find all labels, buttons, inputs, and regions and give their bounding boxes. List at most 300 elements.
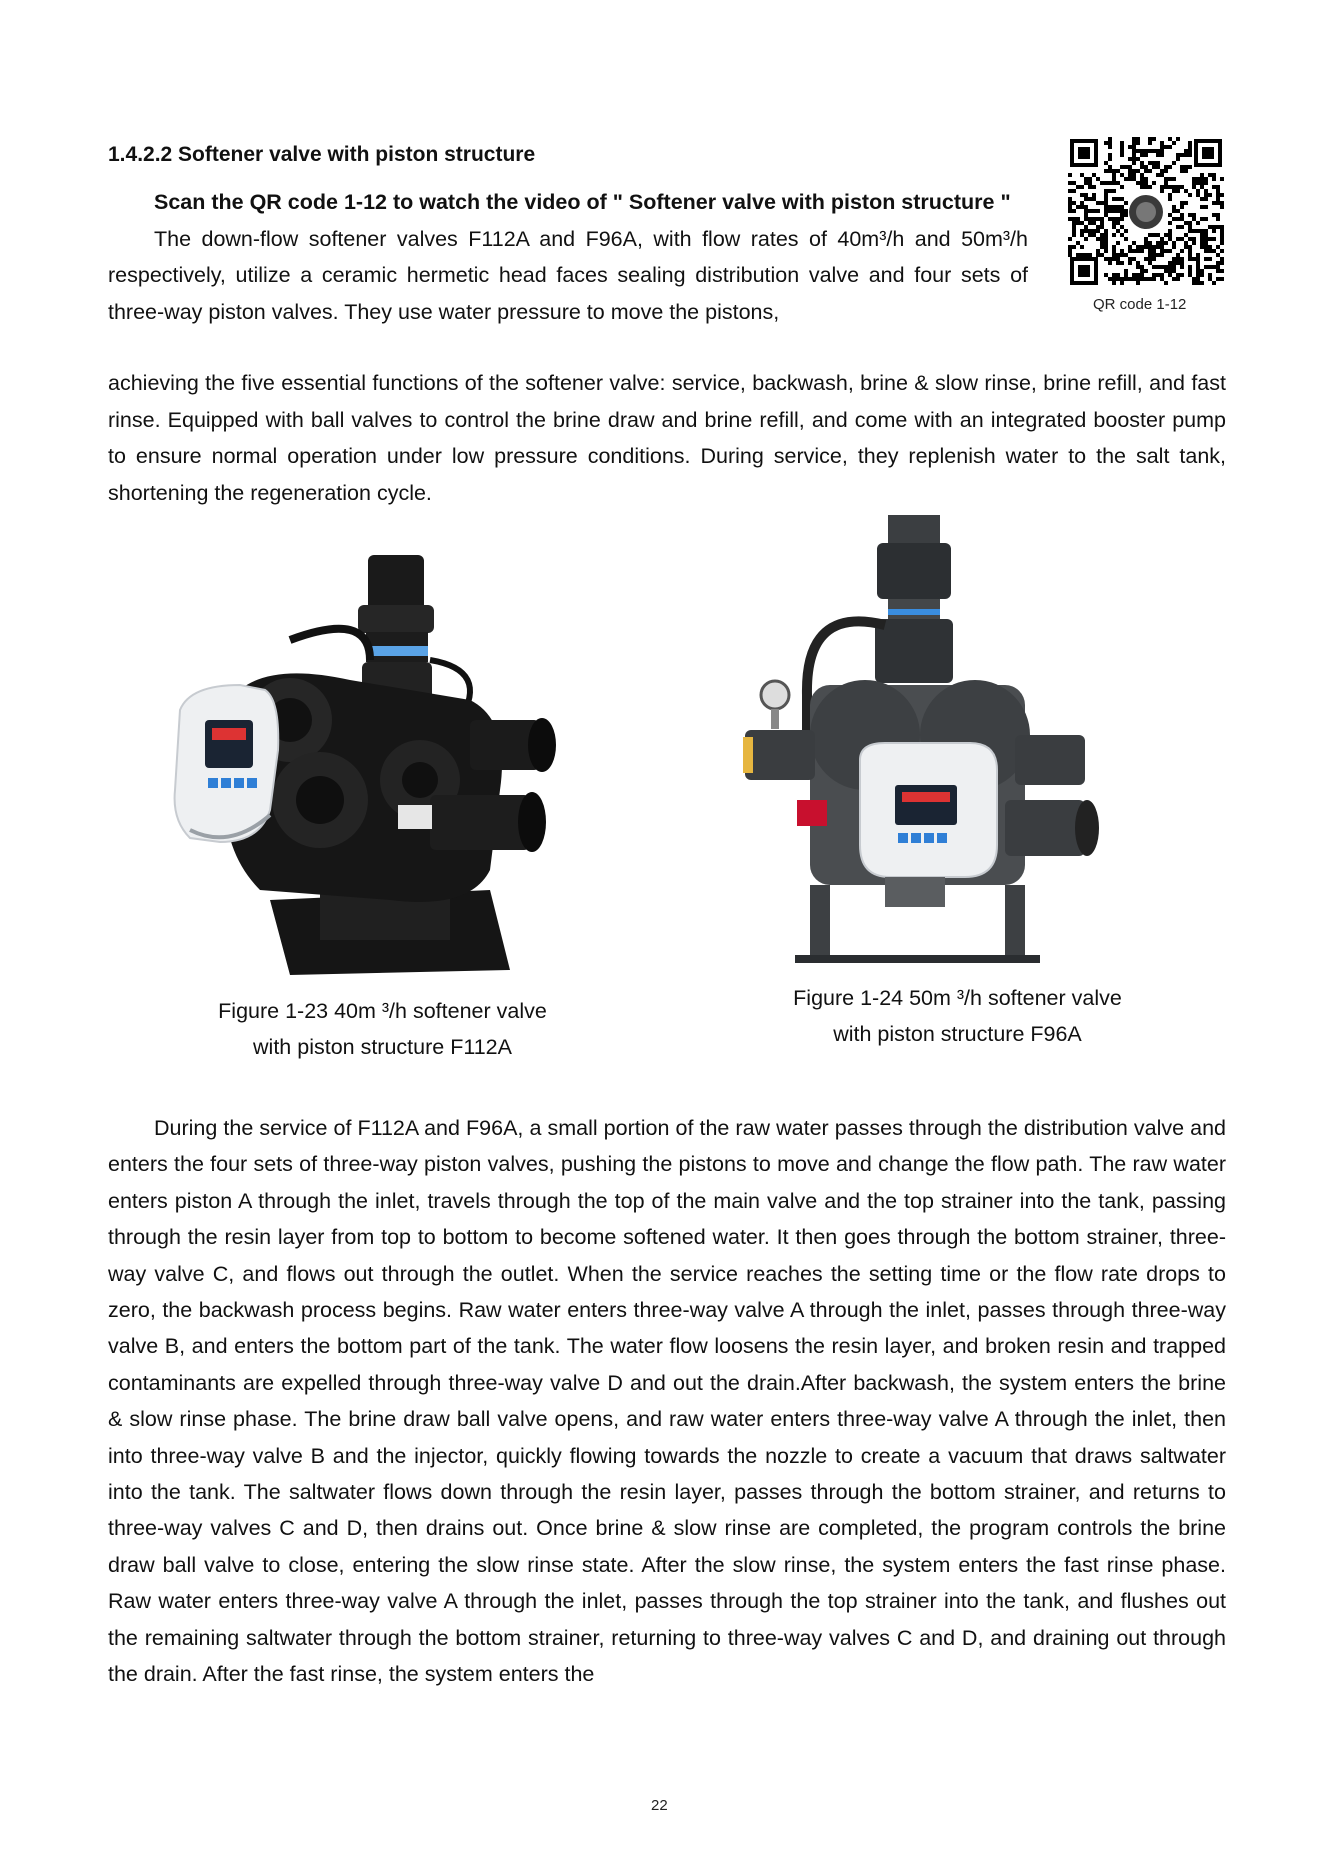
qr-module — [1096, 237, 1100, 241]
qr-module — [1152, 181, 1156, 185]
qr-module — [1100, 181, 1104, 185]
qr-module — [1168, 165, 1172, 169]
qr-module — [1160, 241, 1164, 245]
qr-module — [1140, 153, 1144, 157]
qr-module — [1220, 177, 1224, 181]
qr-module — [1184, 153, 1188, 157]
qr-module — [1196, 277, 1200, 281]
qr-module — [1136, 169, 1140, 173]
qr-module — [1132, 277, 1136, 281]
qr-module — [1160, 253, 1164, 257]
qr-module — [1120, 217, 1124, 221]
qr-module — [1216, 189, 1220, 193]
qr-module — [1180, 185, 1184, 189]
qr-module — [1116, 241, 1120, 245]
qr-module — [1176, 261, 1180, 265]
qr-module — [1084, 177, 1088, 181]
qr-module — [1104, 209, 1108, 213]
qr-module — [1132, 161, 1136, 165]
qr-module — [1108, 157, 1112, 161]
qr-module — [1072, 201, 1076, 205]
qr-module — [1144, 149, 1148, 153]
qr-module — [1204, 205, 1208, 209]
qr-module — [1160, 173, 1164, 177]
qr-module — [1168, 233, 1172, 237]
qr-module — [1080, 233, 1084, 237]
qr-module — [1084, 213, 1088, 217]
qr-module — [1100, 253, 1104, 257]
qr-module — [1200, 181, 1204, 185]
qr-module — [1112, 245, 1116, 249]
qr-module — [1164, 265, 1168, 269]
qr-module — [1120, 153, 1124, 157]
qr-module — [1204, 229, 1208, 233]
qr-module — [1068, 181, 1072, 185]
qr-module — [1132, 145, 1136, 149]
qr-module — [1112, 281, 1116, 285]
qr-module — [1072, 217, 1076, 221]
qr-module — [1104, 141, 1108, 145]
qr-module — [1160, 249, 1164, 253]
qr-module — [1184, 233, 1188, 237]
qr-module — [1196, 265, 1200, 269]
qr-module — [1200, 173, 1204, 177]
qr-module — [1168, 137, 1172, 141]
qr-module — [1116, 261, 1120, 265]
qr-module — [1188, 273, 1192, 277]
qr-module — [1108, 189, 1112, 193]
qr-module — [1144, 245, 1148, 249]
qr-module — [1076, 241, 1080, 245]
qr-module — [1140, 265, 1144, 269]
softener-valve-f112a-icon — [170, 550, 570, 980]
qr-module — [1212, 173, 1216, 177]
qr-module — [1072, 245, 1076, 249]
qr-module — [1172, 177, 1176, 181]
qr-module — [1128, 165, 1132, 169]
figure-1-23-caption-line1: Figure 1-23 40m ³/h softener valve — [218, 999, 547, 1023]
page-number: 22 — [651, 1797, 668, 1814]
qr-module — [1068, 173, 1072, 177]
qr-module — [1128, 173, 1132, 177]
qr-module — [1140, 277, 1144, 281]
qr-module — [1196, 177, 1200, 181]
qr-module — [1104, 237, 1108, 241]
qr-module — [1176, 157, 1180, 161]
qr-module — [1136, 249, 1140, 253]
qr-module — [1180, 257, 1184, 261]
body-text-block — [108, 1110, 1226, 1693]
qr-module — [1172, 161, 1176, 165]
qr-module — [1092, 229, 1096, 233]
qr-module — [1220, 269, 1224, 273]
qr-module — [1180, 225, 1184, 229]
section-title: 1.4.2.2 Softener valve with piston structure — [108, 143, 536, 166]
qr-module — [1160, 265, 1164, 269]
qr-module — [1104, 193, 1108, 197]
qr-module — [1216, 193, 1220, 197]
qr-module — [1168, 229, 1172, 233]
qr-module — [1136, 265, 1140, 269]
qr-module — [1072, 189, 1076, 193]
qr-module — [1192, 277, 1196, 281]
qr-module — [1084, 209, 1088, 213]
qr-module — [1068, 249, 1072, 253]
qr-module — [1196, 261, 1200, 265]
qr-module — [1204, 193, 1208, 197]
qr-module — [1208, 257, 1212, 261]
qr-module — [1116, 217, 1120, 221]
qr-module — [1156, 149, 1160, 153]
qr-module — [1132, 241, 1136, 245]
qr-module — [1168, 197, 1172, 201]
qr-module — [1160, 185, 1164, 189]
qr-module — [1140, 161, 1144, 165]
qr-module — [1152, 273, 1156, 277]
qr-module — [1112, 273, 1116, 277]
qr-module — [1184, 241, 1188, 245]
qr-module — [1152, 249, 1156, 253]
qr-module — [1100, 237, 1104, 241]
qr-module — [1136, 245, 1140, 249]
qr-code[interactable] — [1068, 137, 1226, 292]
qr-module — [1180, 265, 1184, 269]
qr-module — [1100, 225, 1104, 229]
qr-module — [1140, 181, 1144, 185]
qr-module — [1152, 149, 1156, 153]
qr-module — [1160, 273, 1164, 277]
qr-module — [1100, 245, 1104, 249]
qr-module — [1156, 173, 1160, 177]
qr-module — [1132, 137, 1136, 141]
qr-module — [1112, 233, 1116, 237]
qr-module — [1120, 149, 1124, 153]
qr-module — [1160, 149, 1164, 153]
qr-module — [1176, 225, 1180, 229]
qr-module — [1172, 205, 1176, 209]
qr-module — [1112, 253, 1116, 257]
qr-module — [1104, 245, 1108, 249]
qr-module — [1164, 165, 1168, 169]
qr-module — [1180, 249, 1184, 253]
qr-module — [1088, 221, 1092, 225]
qr-module — [1112, 217, 1116, 221]
qr-module — [1148, 161, 1152, 165]
qr-module — [1192, 257, 1196, 261]
qr-module — [1120, 213, 1124, 217]
qr-module — [1164, 177, 1168, 181]
qr-module — [1100, 233, 1104, 237]
qr-module — [1088, 185, 1092, 189]
qr-module — [1204, 249, 1208, 253]
qr-module — [1108, 261, 1112, 265]
qr-module — [1092, 217, 1096, 221]
qr-module — [1092, 233, 1096, 237]
qr-module — [1196, 193, 1200, 197]
qr-module — [1096, 209, 1100, 213]
qr-module — [1148, 141, 1152, 145]
qr-module — [1084, 217, 1088, 221]
qr-module — [1200, 273, 1204, 277]
qr-module — [1204, 241, 1208, 245]
figure-1-23-caption-line2: with piston structure F112A — [253, 1035, 512, 1059]
qr-module — [1068, 209, 1072, 213]
qr-module — [1188, 213, 1192, 217]
qr-module — [1188, 225, 1192, 229]
qr-module — [1156, 165, 1160, 169]
qr-module — [1192, 181, 1196, 185]
qr-module — [1208, 273, 1212, 277]
qr-module — [1120, 277, 1124, 281]
qr-module — [1116, 273, 1120, 277]
qr-module — [1184, 221, 1188, 225]
qr-module — [1108, 277, 1112, 281]
qr-module — [1164, 185, 1168, 189]
qr-module — [1108, 165, 1112, 169]
qr-module — [1088, 177, 1092, 181]
qr-module — [1160, 169, 1164, 173]
qr-scan-instruction: Scan the QR code 1-12 to watch the video of " Softener valve with piston structure " — [154, 190, 1011, 214]
qr-module — [1148, 185, 1152, 189]
qr-module — [1084, 181, 1088, 185]
qr-module — [1152, 265, 1156, 269]
qr-module — [1112, 197, 1116, 201]
qr-module — [1100, 241, 1104, 245]
qr-module — [1132, 169, 1136, 173]
intro-block — [108, 184, 1028, 330]
qr-module — [1080, 253, 1084, 257]
qr-module — [1108, 169, 1112, 173]
qr-module — [1136, 277, 1140, 281]
qr-module — [1088, 253, 1092, 257]
qr-module — [1160, 153, 1164, 157]
qr-module — [1116, 257, 1120, 261]
qr-module — [1172, 265, 1176, 269]
qr-module — [1180, 201, 1184, 205]
qr-module — [1120, 145, 1124, 149]
qr-module — [1152, 161, 1156, 165]
qr-module — [1112, 277, 1116, 281]
qr-module — [1136, 273, 1140, 277]
qr-module — [1088, 209, 1092, 213]
qr-module — [1144, 169, 1148, 173]
qr-module — [1084, 237, 1088, 241]
qr-module — [1204, 189, 1208, 193]
qr-module — [1136, 181, 1140, 185]
qr-module — [1108, 141, 1112, 145]
qr-module — [1216, 185, 1220, 189]
qr-module — [1216, 197, 1220, 201]
qr-module — [1204, 257, 1208, 261]
qr-module — [1124, 253, 1128, 257]
qr-module — [1144, 153, 1148, 157]
qr-module — [1196, 189, 1200, 193]
qr-module — [1200, 237, 1204, 241]
qr-module — [1136, 281, 1140, 285]
qr-module — [1092, 173, 1096, 177]
qr-module — [1196, 257, 1200, 261]
qr-module — [1072, 233, 1076, 237]
qr-module — [1204, 217, 1208, 221]
qr-module — [1124, 209, 1128, 213]
qr-module — [1124, 277, 1128, 281]
qr-module — [1168, 185, 1172, 189]
qr-module — [1136, 137, 1140, 141]
qr-module — [1112, 205, 1116, 209]
qr-module — [1212, 225, 1216, 229]
qr-module — [1164, 241, 1168, 245]
qr-module — [1168, 237, 1172, 241]
qr-caption: QR code 1-12 — [1093, 296, 1187, 313]
qr-module — [1128, 157, 1132, 161]
qr-module — [1116, 277, 1120, 281]
qr-module — [1188, 221, 1192, 225]
qr-module — [1072, 221, 1076, 225]
qr-module — [1140, 273, 1144, 277]
qr-module — [1204, 265, 1208, 269]
qr-module — [1140, 149, 1144, 153]
qr-module — [1216, 201, 1220, 205]
qr-module — [1196, 229, 1200, 233]
qr-module — [1184, 201, 1188, 205]
qr-module — [1180, 273, 1184, 277]
qr-module — [1208, 173, 1212, 177]
qr-module — [1108, 217, 1112, 221]
qr-module — [1104, 249, 1108, 253]
qr-module — [1220, 193, 1224, 197]
qr-module — [1196, 181, 1200, 185]
qr-module — [1148, 241, 1152, 245]
qr-module — [1100, 221, 1104, 225]
qr-module — [1172, 257, 1176, 261]
qr-module — [1128, 261, 1132, 265]
qr-module — [1216, 277, 1220, 281]
qr-module — [1132, 257, 1136, 261]
qr-module — [1152, 233, 1156, 237]
qr-module — [1164, 181, 1168, 185]
qr-module — [1096, 217, 1100, 221]
qr-code-icon[interactable] — [1068, 137, 1224, 287]
qr-module — [1172, 241, 1176, 245]
qr-module — [1204, 181, 1208, 185]
qr-module — [1148, 253, 1152, 257]
qr-module — [1212, 229, 1216, 233]
qr-module — [1104, 257, 1108, 261]
qr-module — [1176, 185, 1180, 189]
qr-module — [1080, 201, 1084, 205]
qr-module — [1144, 257, 1148, 261]
qr-module — [1156, 161, 1160, 165]
qr-module — [1088, 229, 1092, 233]
qr-module — [1176, 273, 1180, 277]
qr-module — [1136, 157, 1140, 161]
qr-module — [1096, 229, 1100, 233]
qr-module — [1104, 229, 1108, 233]
qr-module — [1168, 261, 1172, 265]
qr-module — [1156, 265, 1160, 269]
qr-module — [1132, 141, 1136, 145]
figure-1-23-image — [170, 550, 570, 980]
qr-module — [1072, 209, 1076, 213]
qr-module — [1152, 277, 1156, 281]
qr-module — [1220, 277, 1224, 281]
qr-module — [1068, 205, 1072, 209]
qr-module — [1068, 189, 1072, 193]
qr-module — [1148, 169, 1152, 173]
qr-module — [1200, 177, 1204, 181]
qr-module — [1216, 225, 1220, 229]
qr-module — [1148, 261, 1152, 265]
qr-module — [1220, 257, 1224, 261]
qr-module — [1084, 253, 1088, 257]
qr-module — [1200, 269, 1204, 273]
qr-module — [1112, 189, 1116, 193]
qr-module — [1112, 209, 1116, 213]
qr-module — [1108, 205, 1112, 209]
qr-module — [1124, 201, 1128, 205]
qr-module — [1172, 141, 1176, 145]
qr-module — [1132, 149, 1136, 153]
qr-module — [1116, 197, 1120, 201]
figure-1-23-caption — [190, 993, 575, 1065]
qr-module — [1180, 237, 1184, 241]
qr-module — [1112, 249, 1116, 253]
qr-module — [1172, 189, 1176, 193]
qr-module — [1116, 221, 1120, 225]
qr-module — [1220, 233, 1224, 237]
qr-module — [1120, 225, 1124, 229]
qr-module — [1120, 249, 1124, 253]
qr-module — [1200, 217, 1204, 221]
qr-module — [1212, 201, 1216, 205]
qr-module — [1132, 177, 1136, 181]
qr-module — [1180, 153, 1184, 157]
qr-module — [1140, 249, 1144, 253]
qr-module — [1172, 269, 1176, 273]
qr-module — [1200, 281, 1204, 285]
qr-module — [1120, 205, 1124, 209]
qr-module — [1208, 265, 1212, 269]
qr-module — [1188, 265, 1192, 269]
qr-module — [1172, 261, 1176, 265]
qr-module — [1148, 137, 1152, 141]
qr-module — [1180, 261, 1184, 265]
qr-module — [1108, 209, 1112, 213]
qr-module — [1188, 193, 1192, 197]
qr-module — [1112, 225, 1116, 229]
qr-module — [1208, 245, 1212, 249]
qr-module — [1220, 225, 1224, 229]
qr-module — [1196, 253, 1200, 257]
qr-module — [1188, 149, 1192, 153]
qr-module — [1212, 213, 1216, 217]
qr-module — [1124, 177, 1128, 181]
qr-module — [1128, 177, 1132, 181]
qr-module — [1192, 281, 1196, 285]
qr-module — [1176, 257, 1180, 261]
qr-module — [1220, 205, 1224, 209]
qr-module — [1156, 153, 1160, 157]
qr-module — [1148, 149, 1152, 153]
qr-module — [1116, 181, 1120, 185]
qr-module — [1216, 253, 1220, 257]
qr-module — [1176, 237, 1180, 241]
qr-module — [1112, 177, 1116, 181]
qr-module — [1088, 233, 1092, 237]
qr-module — [1216, 213, 1220, 217]
qr-module — [1188, 153, 1192, 157]
qr-module — [1104, 205, 1108, 209]
